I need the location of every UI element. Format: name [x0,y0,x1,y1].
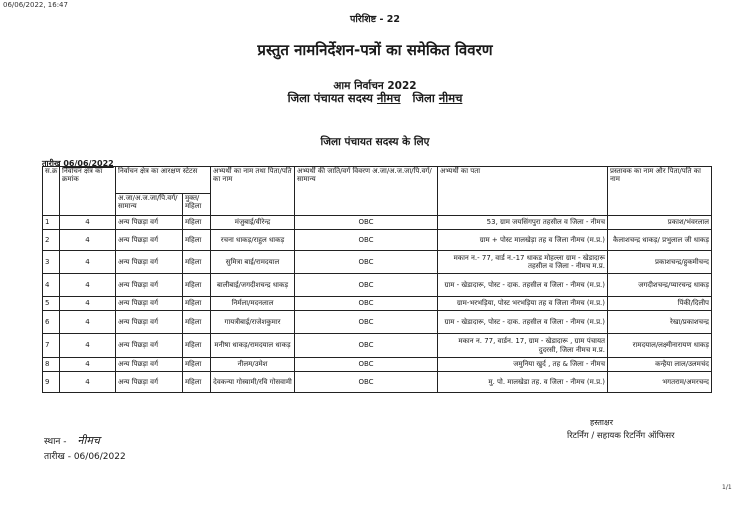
caste-cell: OBC [295,358,438,372]
ward-cell: 4 [60,216,116,230]
serial-cell: 1 [43,216,60,230]
serial-cell: 3 [43,251,60,274]
serial-cell: 9 [43,372,60,393]
header-candidate: अभ्यर्थी का नाम तथा पिता/पति का नाम [211,167,295,216]
post-district-label: जिला [412,91,435,105]
appendix-label: परिशिष्ट - 22 [350,14,400,25]
table-row [43,274,712,297]
post-line [0,91,750,106]
serial-cell: 2 [43,230,60,251]
category-cell: अन्य पिछड़ा वर्ग [116,334,183,358]
candidate-cell: नीलम/उमेश [211,358,295,372]
serial-cell: 6 [43,311,60,334]
page-title: प्रस्तुत नामनिर्देशन-पत्रों का समेकित विवरण [257,41,493,59]
candidate-cell: देवकन्या गोस्वामी/रवि गोसवामी [211,372,295,393]
address-cell: ग्राम-भरभड़िया, पोस्ट भरभड़िया तह व जिला नीमच (म.प्र.) [438,297,608,311]
table-row [43,297,712,311]
proposer-cell: पिंकी/दिलीप [608,297,712,311]
proposer-cell: रेखा/प्रकाशचन्द्र [608,311,712,334]
proposer-cell: कैलाशचन्द्र धाकड़/ प्रभुलाल जी धाकड़ [608,230,712,251]
header-address: अभ्यर्थी का पता [438,167,608,216]
serial-cell: 4 [43,274,60,297]
caste-cell: OBC [295,274,438,297]
table-row [43,216,712,230]
gender-cell: महिला [183,311,211,334]
footer-date-line [44,449,126,462]
table-row [43,311,712,334]
category-cell: अन्य पिछड़ा वर्ग [116,230,183,251]
ward-cell: 4 [60,297,116,311]
officer-title: रिटर्निंग / सहायक रिटर्निंग ऑफिसर [567,431,675,441]
header-caste: अभ्यर्थी की जाति/वर्ग विवरण अ.जा/अ.ज.जा/पि.वर्ग/सामान्य [295,167,438,216]
category-cell: अन्य पिछड़ा वर्ग [116,251,183,274]
candidate-cell: मनीषा धाकड़/रामदयाल धाकड़ [211,334,295,358]
ward-cell: 4 [60,334,116,358]
ward-cell: 4 [60,274,116,297]
proposer-cell: कन्हैया लाल/उलमचंद [608,358,712,372]
post-prefix: जिला पंचायत सदस्य [287,91,373,105]
header-reservation: निर्वाचन क्षेत्र का आरक्षण स्टेटस [116,167,211,194]
address-cell: 53, ग्राम जयसिंगपुरा तहसील व जिला - नीमच [438,216,608,230]
caste-cell: OBC [295,334,438,358]
address-cell: ग्राम - खेडादारू, पोस्ट - दाक. तहसील व जिला - नीमच (म.प्र.) [438,311,608,334]
caste-cell: OBC [295,230,438,251]
table-row [43,358,712,372]
address-cell: जमुनिया खुर्द , तह & जिला - नीमच [438,358,608,372]
caste-cell: OBC [295,311,438,334]
post-area: नीमच [376,91,401,105]
gender-cell: महिला [183,297,211,311]
ward-cell: 4 [60,372,116,393]
serial-cell: 7 [43,334,60,358]
caste-cell: OBC [295,216,438,230]
sub-title: जिला पंचायत सदस्य के लिए [320,136,430,148]
table-row [43,334,712,358]
proposer-cell: प्रकाश/भंवरलाल [608,216,712,230]
category-cell: अन्य पिछड़ा वर्ग [116,372,183,393]
category-cell: अन्य पिछड़ा वर्ग [116,274,183,297]
table-row [43,251,712,274]
candidate-cell: निर्मला/मदनलाल [211,297,295,311]
address-cell: मकान न.- 77, वार्ड न.-17 धाकड मोहल्ला ग्राम - खेडादारू तहसील व जिला - नीमच म.प्र. [438,251,608,274]
footer-date-value: 06/06/2022 [73,452,126,462]
ward-cell: 4 [60,251,116,274]
post-district: नीमच [438,91,463,105]
election-name: आम निर्वाचन 2022 [333,80,417,92]
proposer-cell: रामदयाल/लक्ष्मीनारायण धाकड़ [608,334,712,358]
date-label: तारीख [42,159,61,168]
caste-cell: OBC [295,251,438,274]
caste-cell: OBC [295,297,438,311]
gender-cell: महिला [183,230,211,251]
candidate-cell: बालीबाई/जगदीशचन्द्र धाकड़ [211,274,295,297]
gender-cell: महिला [183,216,211,230]
header-category: अ.जा/अ.ज.जा/पि.वर्ग/सामान्य [116,194,183,216]
ward-cell: 4 [60,358,116,372]
header-ward-number: निर्वाचन क्षेत्र का क्रमांक [60,167,116,216]
gender-cell: महिला [183,274,211,297]
place-value: नीमच [77,434,100,447]
header-gender: मुक्त/ महिला [183,194,211,216]
header-proposer: प्रस्तावक का नाम और पिता/पति का नाम [608,167,712,216]
category-cell: अन्य पिछड़ा वर्ग [116,358,183,372]
date-value: 06/06/2022 [63,159,114,168]
address-cell: ग्राम + पोस्ट मालखेड़ा तह व जिला नीमच (म.प्र.) [438,230,608,251]
page-number: 1/1 [722,484,732,491]
category-cell: अन्य पिछड़ा वर्ग [116,216,183,230]
proposer-cell: जगदीशचन्द्र/प्यारचन्द्र धाकड़ [608,274,712,297]
caste-cell: OBC [295,372,438,393]
table-row [43,372,712,393]
ward-cell: 4 [60,230,116,251]
serial-cell: 5 [43,297,60,311]
proposer-cell: प्रकाशचन्द्र/हुकमीचन्द [608,251,712,274]
gender-cell: महिला [183,334,211,358]
address-cell: मु. पो. मालखेडा तह. व जिला - नीमच (म.प्र.) [438,372,608,393]
candidate-cell: रचना धाकड़/राहुल धाकड़ [211,230,295,251]
category-cell: अन्य पिछड़ा वर्ग [116,297,183,311]
candidate-cell: सुमित्रा बाई/रामदयाल [211,251,295,274]
gender-cell: महिला [183,358,211,372]
place-line [44,433,100,448]
gender-cell: महिला [183,251,211,274]
candidate-cell: गायत्रीबाई/राजेशकुमार [211,311,295,334]
header-serial: स.क्र [43,167,60,216]
proposer-cell: भगतराम/अमरचन्द [608,372,712,393]
serial-cell: 8 [43,358,60,372]
address-cell: मकान न. 77, वार्डन. 17, ग्राम - खेडादारू , ग्राम पंचायत दुदरसी, जिला नीमच म.प्र. [438,334,608,358]
gender-cell: महिला [183,372,211,393]
ward-cell: 4 [60,311,116,334]
place-label: स्थान - [44,437,67,447]
candidate-cell: मंजुबाई/वीरेन्द्र [211,216,295,230]
footer-date-label: तारीख - [44,452,71,462]
address-cell: ग्राम - खेडादारू, पोस्ट - दाक. तहसील व जिला - नीमच (म.प्र.) [438,274,608,297]
print-timestamp: 06/06/2022, 16:47 [3,1,68,9]
nominations-table [42,166,712,393]
signature-label: हस्ताक्षर [590,418,613,427]
category-cell: अन्य पिछड़ा वर्ग [116,311,183,334]
table-row [43,230,712,251]
